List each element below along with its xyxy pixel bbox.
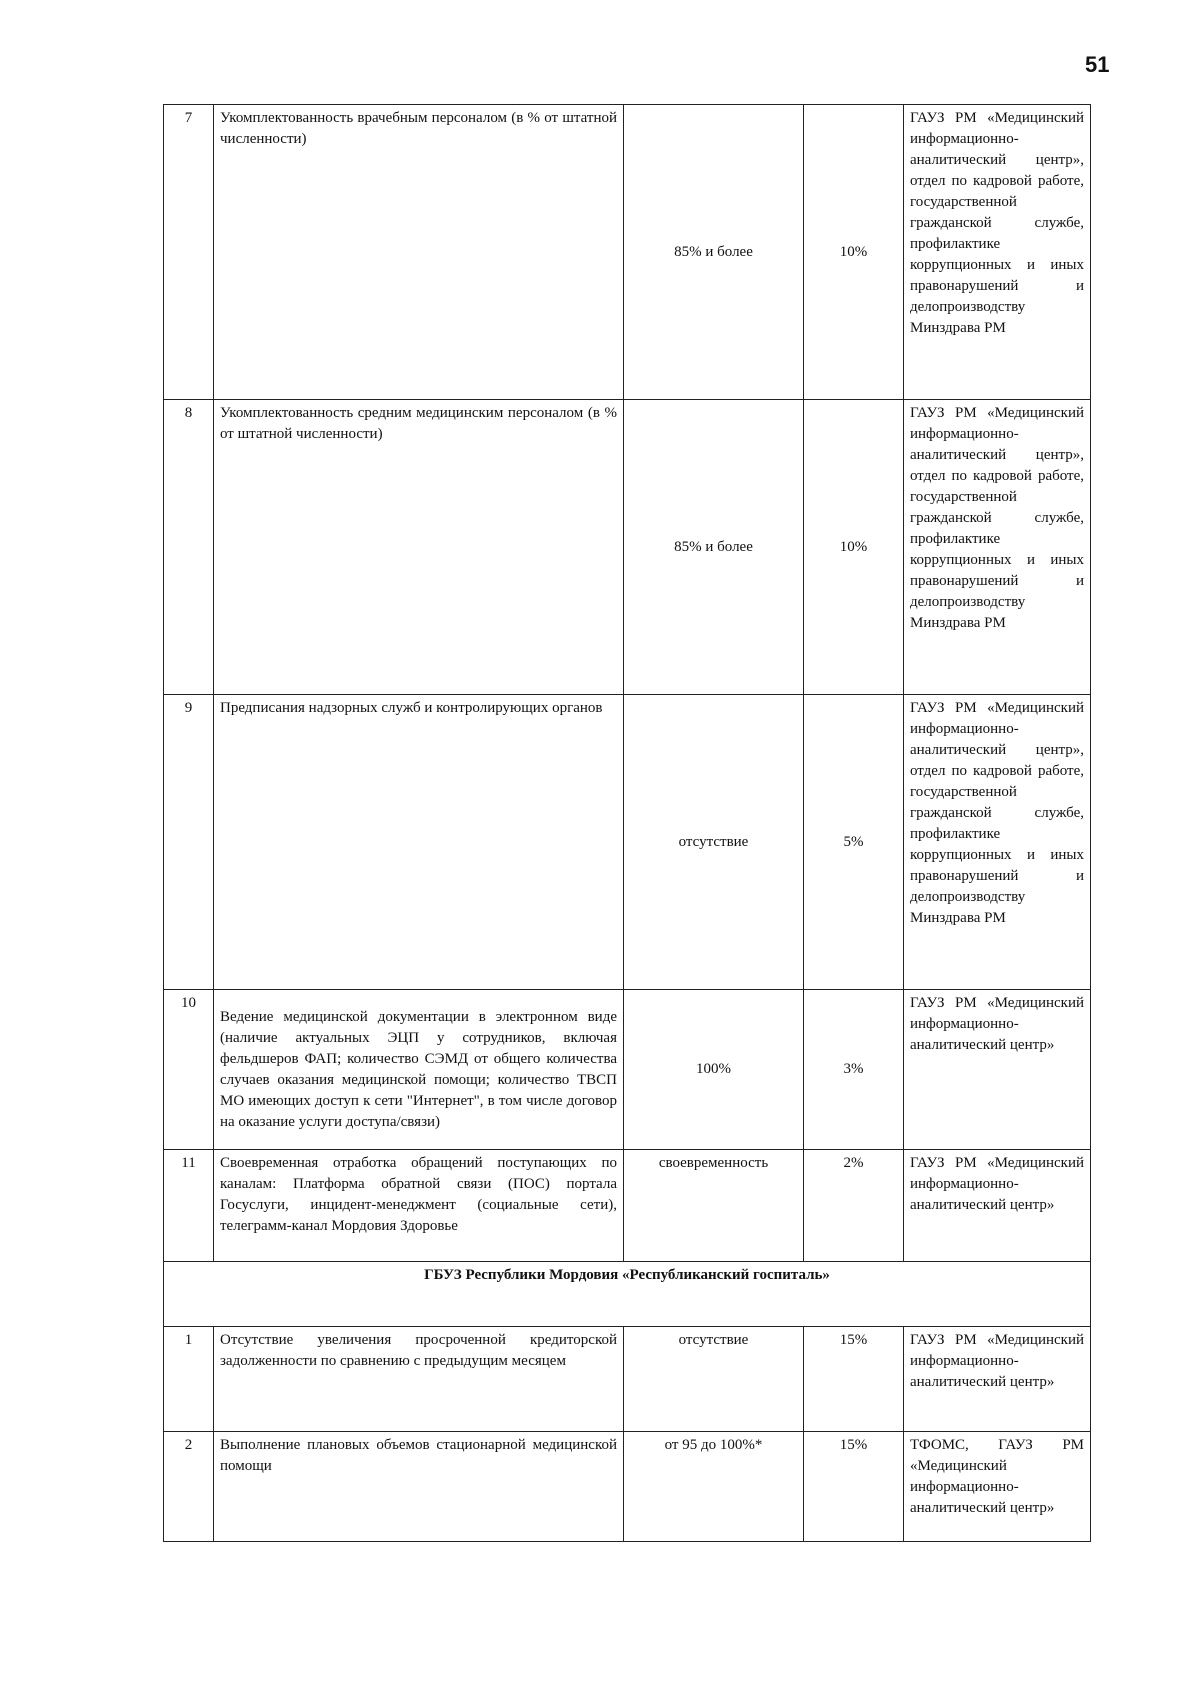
- table-row: [164, 400, 1091, 695]
- responsible-party: ГАУЗ РМ «Медицинский информационно-аналитический центр»: [904, 1150, 1091, 1262]
- row-number: 8: [164, 400, 214, 695]
- indicator-name: Своевременная отработка обращений поступающих по каналам: Платформа обратной связи (ПОС) портала Госуслуги, инцидент-менеджмент (социальные сети), телеграмм-канал Мордовия Здоровье: [214, 1150, 624, 1262]
- target-value: своевременность: [624, 1150, 804, 1262]
- table-row: [164, 1432, 1091, 1542]
- row-number: 7: [164, 105, 214, 400]
- table-row: [164, 1150, 1091, 1262]
- responsible-party: ГАУЗ РМ «Медицинский информационно-аналитический центр»: [904, 1327, 1091, 1432]
- weight-value: 5%: [804, 695, 904, 990]
- weight-value: 2%: [804, 1150, 904, 1262]
- weight-value: 15%: [804, 1327, 904, 1432]
- indicator-name: Выполнение плановых объемов стационарной медицинской помощи: [214, 1432, 624, 1542]
- section-title: ГБУЗ Республики Мордовия «Республиканский госпиталь»: [164, 1262, 1091, 1327]
- responsible-party: ГАУЗ РМ «Медицинский информационно-аналитический центр», отдел по кадровой работе, государственной гражданской службе, профилактике коррупционных и иных правонарушений и делопроизводству Минздрава РМ: [904, 695, 1091, 990]
- target-value: 85% и более: [624, 105, 804, 400]
- indicator-name: Укомплектованность средним медицинским персоналом (в % от штатной численности): [214, 400, 624, 695]
- weight-value: 10%: [804, 105, 904, 400]
- indicator-name: Предписания надзорных служб и контролирующих органов: [214, 695, 624, 990]
- responsible-party: ГАУЗ РМ «Медицинский информационно-аналитический центр»: [904, 990, 1091, 1150]
- row-number: 1: [164, 1327, 214, 1432]
- weight-value: 10%: [804, 400, 904, 695]
- target-value: 85% и более: [624, 400, 804, 695]
- target-value: 100%: [624, 990, 804, 1150]
- weight-value: 15%: [804, 1432, 904, 1542]
- target-value: отсутствие: [624, 1327, 804, 1432]
- indicator-name: Ведение медицинской документации в электронном виде (наличие актуальных ЭЦП у сотрудников, включая фельдшеров ФАП; количество СЭМД от общего количества случаев оказания медицинской помощи; количество ТВСП МО имеющих доступ к сети "Интернет", в том числе договор на оказание услуги доступа/связи): [214, 990, 624, 1150]
- target-value: отсутствие: [624, 695, 804, 990]
- indicator-name: Укомплектованность врачебным персоналом (в % от штатной численности): [214, 105, 624, 400]
- table-row: [164, 105, 1091, 400]
- responsible-party: ТФОМС, ГАУЗ РМ «Медицинский информационно-аналитический центр»: [904, 1432, 1091, 1542]
- target-value: от 95 до 100%*: [624, 1432, 804, 1542]
- indicator-name: Отсутствие увеличения просроченной кредиторской задолженности по сравнению с предыдущим месяцем: [214, 1327, 624, 1432]
- responsible-party: ГАУЗ РМ «Медицинский информационно-аналитический центр», отдел по кадровой работе, государственной гражданской службе, профилактике коррупционных и иных правонарушений и делопроизводству Минздрава РМ: [904, 105, 1091, 400]
- row-number: 10: [164, 990, 214, 1150]
- section-heading-row: [164, 1262, 1091, 1327]
- row-number: 2: [164, 1432, 214, 1542]
- row-number: 9: [164, 695, 214, 990]
- table-row: [164, 990, 1091, 1150]
- weight-value: 3%: [804, 990, 904, 1150]
- table-row: [164, 695, 1091, 990]
- page-number: 51: [1085, 52, 1110, 77]
- table-row: [164, 1327, 1091, 1432]
- responsible-party: ГАУЗ РМ «Медицинский информационно-аналитический центр», отдел по кадровой работе, государственной гражданской службе, профилактике коррупционных и иных правонарушений и делопроизводству Минздрава РМ: [904, 400, 1091, 695]
- indicators-table: [163, 104, 1091, 1542]
- row-number: 11: [164, 1150, 214, 1262]
